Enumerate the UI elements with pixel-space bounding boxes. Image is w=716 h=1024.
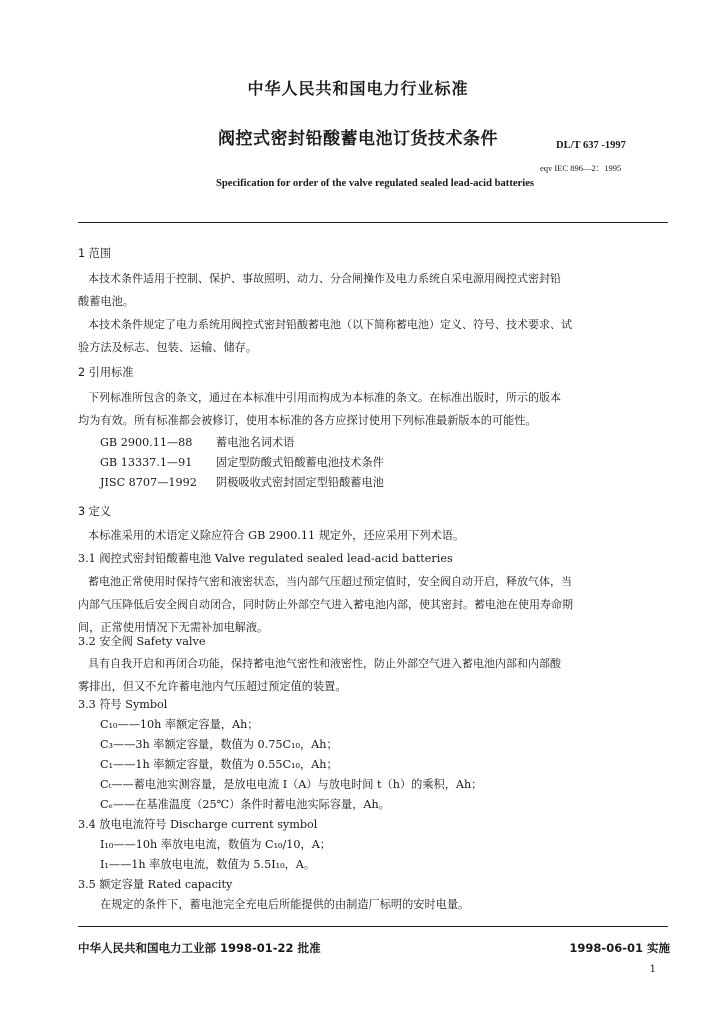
ref-code: GB 13337.1—91 xyxy=(100,456,193,469)
section-1-heading: 1 范围 xyxy=(78,247,112,260)
page-number: 1 xyxy=(649,964,656,975)
document-title-cn: 阀控式密封铅酸蓄电池订货技术条件 xyxy=(218,129,498,149)
section-1-para-2-line-1: 本技术条件规定了电力系统用阀控式密封铅酸蓄电池（以下简称蓄电池）定义、符号、技术要求、试 xyxy=(88,318,572,331)
symbol-c10: C₁₀——10h 率额定容量，Ah； xyxy=(100,718,259,731)
section-3-1-line-1: 蓄电池正常使用时保持气密和液密状态，当内部气压超过预定值时，安全阀自动开启，释放气体，当 xyxy=(88,575,572,588)
approval-note: 中华人民共和国电力工业部 1998-01-22 批准 xyxy=(78,941,321,955)
section-3-heading: 3 定义 xyxy=(78,505,112,518)
standard-number: DL/T 637 -1997 xyxy=(556,140,626,151)
section-3-5-heading: 3.5 额定容量 Rated capacity xyxy=(78,878,233,891)
section-1-para-1-line-1: 本技术条件适用于控制、保护、事故照明、动力、分合闸操作及电力系统自采电源用阀控式密封铅 xyxy=(88,272,561,285)
section-2-para-line-2: 均为有效。所有标准都会被修订，使用本标准的各方应探讨使用下列标准最新版本的可能性。 xyxy=(78,414,537,427)
section-3-4-heading: 3.4 放电电流符号 Discharge current symbol xyxy=(78,818,318,831)
section-3-1-line-3: 间，正常使用情况下无需补加电解液。 xyxy=(78,621,269,634)
symbol-c3: C₃——3h 率额定容量，数值为 0.75C₁₀，Ah； xyxy=(100,738,338,751)
section-3-1-heading: 3.1 阀控式密封铅酸蓄电池 Valve regulated sealed lead-acid batteries xyxy=(78,552,453,565)
implementation-date: 1998-06-01 实施 xyxy=(569,941,670,955)
section-1-para-1-line-2: 酸蓄电池。 xyxy=(78,295,134,308)
ref-code: JISC 8707—1992 xyxy=(100,476,197,489)
equivalence-note: eqv IEC 896—2：1995 xyxy=(540,163,622,173)
section-2-heading: 2 引用标准 xyxy=(78,366,134,379)
org-standard-title: 中华人民共和国电力行业标准 xyxy=(247,79,469,98)
section-1-para-2-line-2: 验方法及标志、包装、运输、储存。 xyxy=(78,341,258,354)
section-3-3-heading: 3.3 符号 Symbol xyxy=(78,698,168,711)
section-3-1-line-2: 内部气压降低后安全阀自动闭合，同时防止外部空气进入蓄电池内部，使其密封。蓄电池在使用寿命期 xyxy=(78,598,573,611)
section-3-2-line-2: 雾排出，但又不允许蓄电池内气压超过预定值的装置。 xyxy=(78,680,347,693)
section-2-para-line-1: 下列标准所包含的条文，通过在本标准中引用而构成为本标准的条文。在标准出版时，所示的版本 xyxy=(88,391,561,404)
current-i1: I₁——1h 率放电电流，数值为 5.5I₁₀，A。 xyxy=(100,858,316,871)
section-3-2-heading: 3.2 安全阀 Safety valve xyxy=(78,635,206,648)
symbol-ce: Cₑ——在基准温度（25℃）条件时蓄电池实际容量，Ah。 xyxy=(100,798,390,811)
footer-divider xyxy=(78,926,668,927)
symbol-ct: Cₜ——蓄电池实测容量，是放电电流 I（A）与放电时间 t（h）的乘积，Ah； xyxy=(100,778,483,791)
section-3-2-line-1: 具有自我开启和再闭合功能，保持蓄电池气密性和液密性，防止外部空气进入蓄电池内部和内部酸 xyxy=(88,657,561,670)
section-3-5-line-1: 在规定的条件下，蓄电池完全充电后所能提供的由制造厂标明的安时电量。 xyxy=(100,898,470,911)
section-3-intro: 本标准采用的术语定义除应符合 GB 2900.11 规定外，还应采用下列术语。 xyxy=(88,529,465,542)
ref-name: 阴极吸收式密封固定型铅酸蓄电池 xyxy=(216,476,384,489)
current-i10: I₁₀——10h 率放电电流，数值为 C₁₀/10，A； xyxy=(100,838,331,851)
ref-name: 固定型防酸式铅酸蓄电池技术条件 xyxy=(216,456,384,469)
document-title-en: Specification for order of the valve regulated sealed lead-acid batteries xyxy=(215,178,535,189)
symbol-c1: C₁——1h 率额定容量，数值为 0.55C₁₀，Ah； xyxy=(100,758,338,771)
ref-name: 蓄电池名词术语 xyxy=(216,436,295,449)
ref-code: GB 2900.11—88 xyxy=(100,436,193,449)
header-divider xyxy=(78,222,668,223)
